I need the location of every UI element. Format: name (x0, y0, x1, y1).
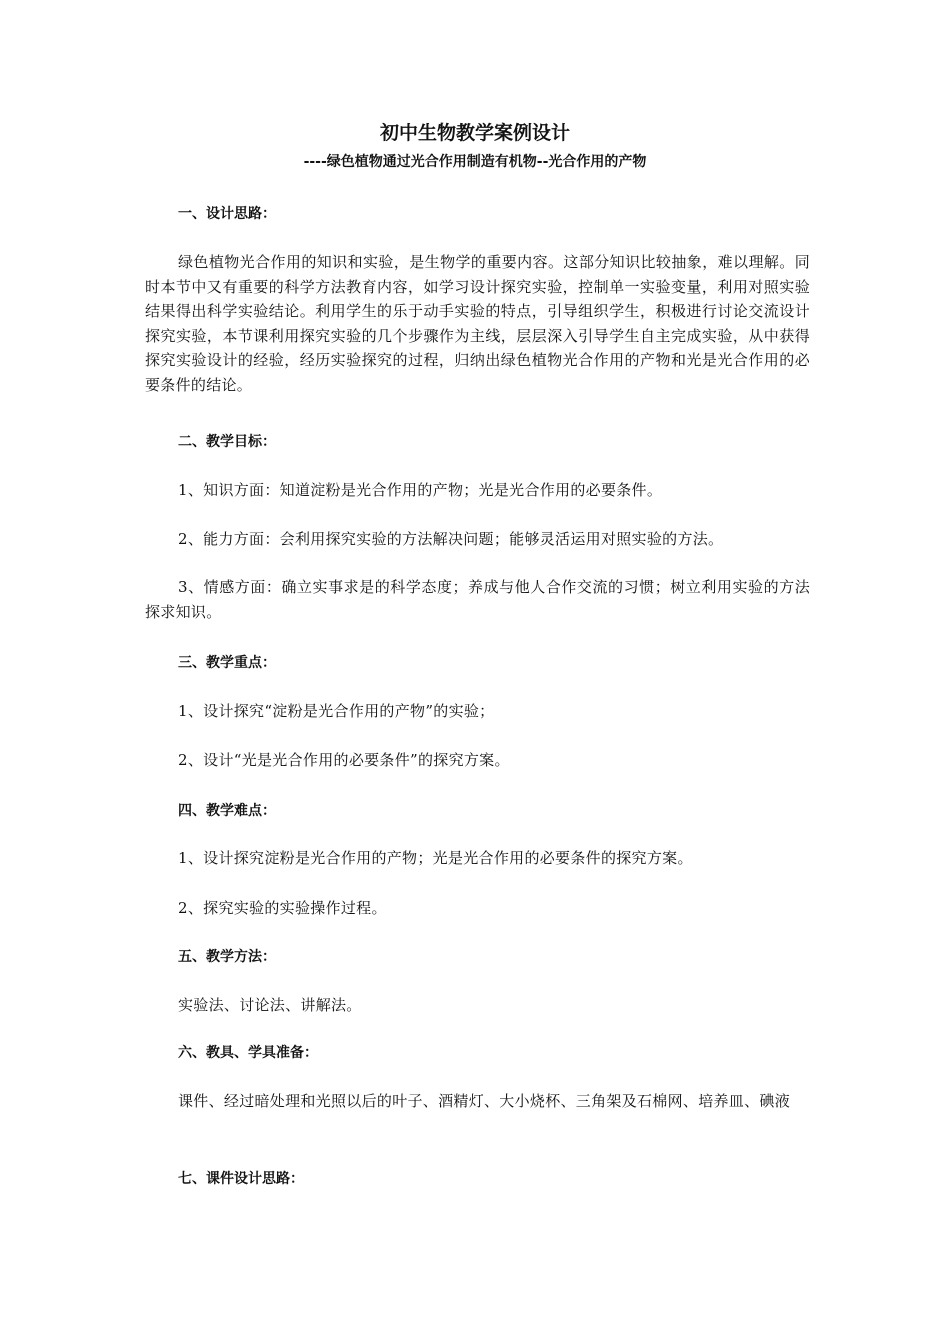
methods-text: 实验法、讨论法、讲解法。 (178, 996, 362, 1014)
objective-item-emotion: 3、情感方面：确立实事求是的科学态度；养成与他人合作交流的习惯；树立利用实验的方法探求知识。 (145, 578, 810, 621)
section-heading-methods: 五、教学方法： (178, 949, 276, 965)
key-point-item-1: 1、设计探究“淀粉是光合作用的产物”的实验； (178, 702, 495, 720)
section-heading-objectives: 二、教学目标： (178, 434, 276, 450)
section-heading-difficulties: 四、教学难点： (178, 803, 276, 819)
section-heading-courseware: 七、课件设计思路： (178, 1171, 304, 1187)
design-idea-paragraph: 绿色植物光合作用的知识和实验，是生物学的重要内容。这部分知识比较抽象，难以理解。同时本节中又有重要的科学方法教育内容，如学习设计探究实验，控制单一实验变量，利用对照实验结果得出科学实验结论。利用学生的乐于动手实验的特点，引导组织学生，积极进行讨论交流设计探究实验，本节课利用探究实验的几个步骤作为主线，层层深入引导学生自主完成实验，从中获得探究实验设计的经验，经历实验探究的过程，归纳出绿色植物光合作用的产物和光是光合作用的必要条件的结论。 (145, 253, 810, 394)
key-point-item-2: 2、设计“光是光合作用的必要条件”的探究方案。 (178, 751, 510, 769)
difficulty-item-1: 1、设计探究淀粉是光合作用的产物；光是光合作用的必要条件的探究方案。 (178, 849, 693, 867)
section-heading-materials: 六、教具、学具准备： (178, 1045, 318, 1061)
section-heading-key-points: 三、教学重点： (178, 655, 276, 671)
objective-item-knowledge: 1、知识方面：知道淀粉是光合作用的产物；光是光合作用的必要条件。 (178, 481, 663, 499)
materials-text: 课件、经过暗处理和光照以后的叶子、酒精灯、大小烧杯、三角架及石棉网、培养皿、碘液 (178, 1092, 791, 1110)
objective-item-ability: 2、能力方面：会利用探究实验的方法解决问题；能够灵活运用对照实验的方法。 (178, 530, 724, 548)
document-title: 初中生物教学案例设计 (379, 122, 570, 144)
document-subtitle: ----绿色植物通过光合作用制造有机物--光合作用的产物 (303, 154, 647, 170)
difficulty-item-2: 2、探究实验的实验操作过程。 (178, 899, 387, 917)
section-heading-design-idea: 一、设计思路： (178, 206, 276, 222)
